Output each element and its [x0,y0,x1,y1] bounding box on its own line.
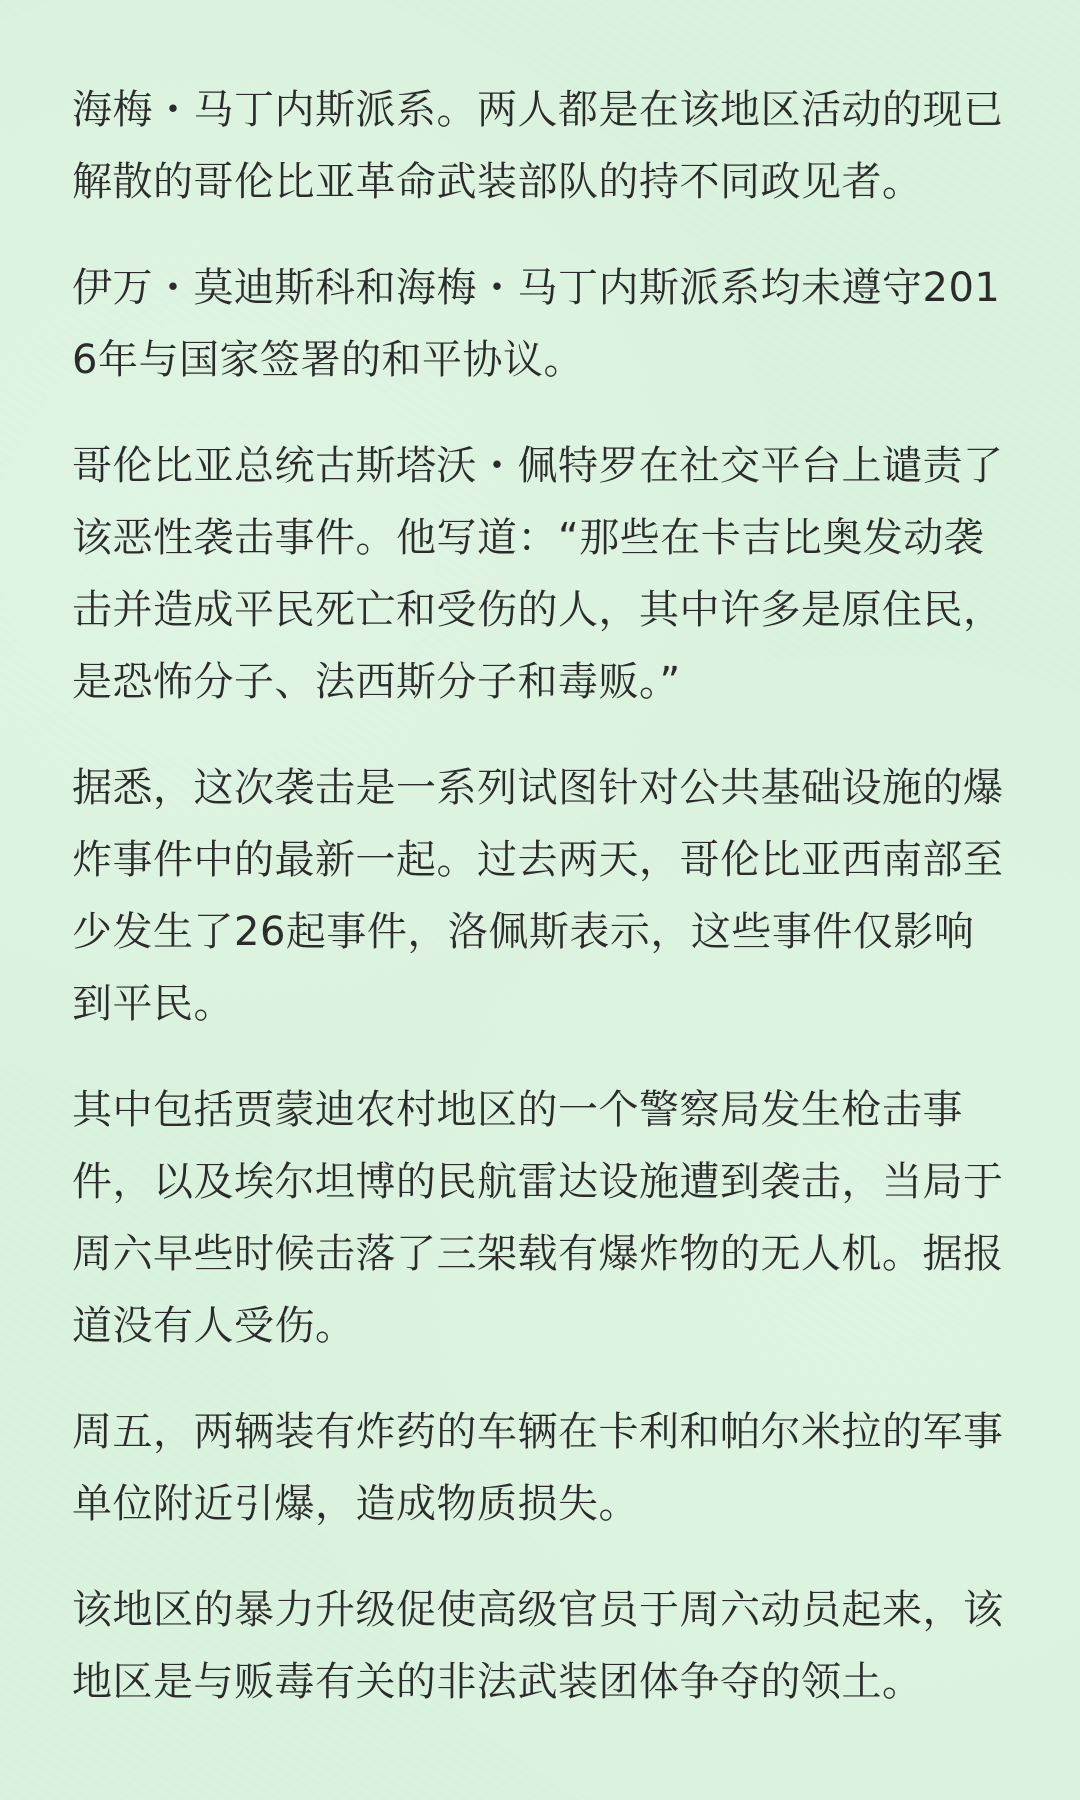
article-paragraph-4: 据悉，这次袭击是一系列试图针对公共基础设施的爆炸事件中的最新一起。过去两天，哥伦比亚西南部至少发生了26起事件，洛佩斯表示，这些事件仅影响到平民。 [72,765,1004,1027]
article-paragraph-7: 该地区的暴力升级促使高级官员于周六动员起来，该地区是与贩毒有关的非法武装团体争夺的领土。 [72,1587,1004,1705]
article-paragraph-6: 周五，两辆装有炸药的车辆在卡利和帕尔米拉的军事单位附近引爆，造成物质损失。 [72,1409,1004,1527]
article-body [72,74,1008,1718]
article-paragraph-3: 哥伦比亚总统古斯塔沃・佩特罗在社交平台上谴责了该恶性袭击事件。他写道：“那些在卡吉比奥发动袭击并造成平民死亡和受伤的人，其中许多是原住民，是恐怖分子、法西斯分子和毒贩。” [72,443,1004,705]
article-paragraph-5: 其中包括贾蒙迪农村地区的一个警察局发生枪击事件，以及埃尔坦博的民航雷达设施遭到袭击，当局于周六早些时候击落了三架载有爆炸物的无人机。据报道没有人受伤。 [72,1087,1004,1349]
article-paragraph-1: 海梅・马丁内斯派系。两人都是在该地区活动的现已解散的哥伦比亚革命武装部队的持不同政见者。 [72,87,1004,205]
article-paragraph-2: 伊万・莫迪斯科和海梅・马丁内斯派系均未遵守2016年与国家签署的和平协议。 [72,265,1001,383]
